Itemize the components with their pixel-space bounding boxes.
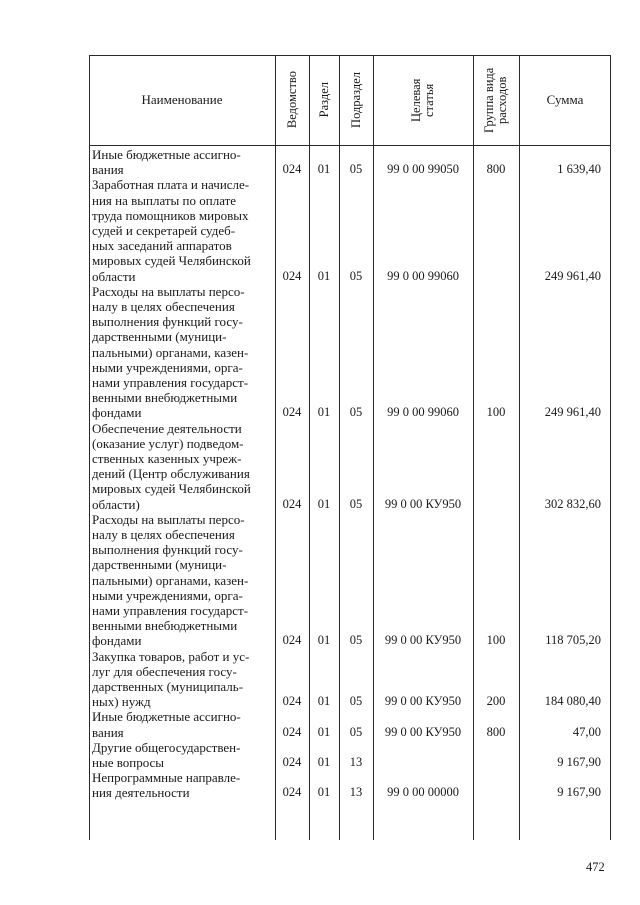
row-section: 01 [317, 405, 331, 420]
row-subsection: 05 [349, 162, 363, 177]
row-sum: 1 639,40 [557, 162, 601, 177]
row-sum: 184 080,40 [544, 694, 601, 709]
row-sum: 302 832,60 [544, 496, 601, 511]
table-row [89, 284, 611, 421]
row-section: 01 [317, 724, 331, 739]
page-number: 472 [586, 860, 605, 874]
row-target-article: 99 0 00 99050 [387, 162, 459, 177]
row-name: Закупка товаров, работ и ус- луг для обеспечения госу- дарственных (муниципаль- ных) нужд [92, 648, 250, 710]
row-subsection: 13 [349, 785, 363, 800]
table-row [89, 649, 611, 710]
row-name: Иные бюджетные ассигно- вания [92, 147, 241, 178]
row-target-article: 99 0 00 КУ950 [384, 694, 462, 709]
header-section: Раздел [316, 82, 331, 118]
row-section: 01 [317, 694, 331, 709]
row-sum: 9 167,90 [557, 785, 601, 800]
table-row [89, 770, 611, 800]
row-department: 024 [282, 405, 302, 420]
row-target-article: 99 0 00 КУ950 [384, 724, 462, 739]
header-sum: Сумма [546, 92, 584, 107]
row-subsection: 13 [349, 754, 363, 769]
row-name: Обеспечение деятельности (оказание услуг) подведом- ственных казенных учреж- дений (Центр обслуживания мировых судей Челябинской области) [92, 420, 251, 512]
row-section: 01 [317, 633, 331, 648]
row-section: 01 [317, 162, 331, 177]
row-department: 024 [282, 268, 302, 283]
header-target-article: Целевая статья [409, 78, 436, 122]
row-expense-group: 200 [486, 694, 506, 709]
row-target-article: 99 0 00 00000 [387, 785, 459, 800]
row-name: Иные бюджетные ассигно- вания [92, 709, 241, 740]
table-row [89, 421, 611, 512]
row-department: 024 [282, 496, 302, 511]
table-row [89, 147, 611, 177]
row-name: Расходы на выплаты персо- налу в целях обеспечения выполнения функций госу- дарственными (муници- пальными) органами, казен- ными учреждениями, орга- нами управления государст- венными внебюджетными фондами [92, 283, 249, 421]
row-subsection: 05 [349, 724, 363, 739]
row-expense-group: 100 [486, 405, 506, 420]
row-name: Непрограммные направле- ния деятельности [92, 770, 241, 801]
row-expense-group: 800 [486, 724, 506, 739]
row-section: 01 [317, 268, 331, 283]
row-department: 024 [282, 785, 302, 800]
row-department: 024 [282, 754, 302, 769]
row-section: 01 [317, 496, 331, 511]
row-sum: 249 961,40 [544, 405, 601, 420]
row-sum: 47,00 [572, 724, 601, 739]
table-row [89, 177, 611, 283]
table-row [89, 709, 611, 739]
row-subsection: 05 [349, 405, 363, 420]
budget-table [89, 55, 611, 840]
row-section: 01 [317, 754, 331, 769]
header-expense-group: Группа вида расходов [482, 67, 509, 133]
row-department: 024 [282, 694, 302, 709]
row-expense-group: 800 [486, 162, 506, 177]
row-department: 024 [282, 162, 302, 177]
row-subsection: 05 [349, 496, 363, 511]
row-name: Заработная плата и начисле- ния на выплаты по оплате труда помощников мировых судей и секретарей судеб- ных заседаний аппаратов мировых судей Челябинской области [92, 177, 251, 284]
row-target-article: 99 0 00 99060 [387, 405, 459, 420]
row-target-article: 99 0 00 КУ950 [384, 496, 462, 511]
row-subsection: 05 [349, 268, 363, 283]
row-expense-group: 100 [486, 633, 506, 648]
row-department: 024 [282, 724, 302, 739]
row-sum: 249 961,40 [544, 268, 601, 283]
header-subsection: Подраздел [348, 72, 363, 128]
row-subsection: 05 [349, 694, 363, 709]
row-name: Расходы на выплаты персо- налу в целях обеспечения выполнения функций госу- дарственными (муници- пальными) органами, казен- ными учреждениями, орга- нами управления государст- венными внебюджетными фондами [92, 511, 249, 649]
table-row [89, 740, 611, 770]
row-section: 01 [317, 785, 331, 800]
row-department: 024 [282, 633, 302, 648]
row-name: Другие общегосударствен- ные вопросы [92, 739, 241, 770]
row-subsection: 05 [349, 633, 363, 648]
header-department: Ведомство [284, 71, 299, 129]
row-target-article: 99 0 00 КУ950 [384, 633, 462, 648]
row-target-article: 99 0 00 99060 [387, 268, 459, 283]
table-row [89, 512, 611, 649]
row-sum: 9 167,90 [557, 754, 601, 769]
row-sum: 118 705,20 [545, 633, 601, 648]
header-name: Наименование [141, 92, 223, 107]
